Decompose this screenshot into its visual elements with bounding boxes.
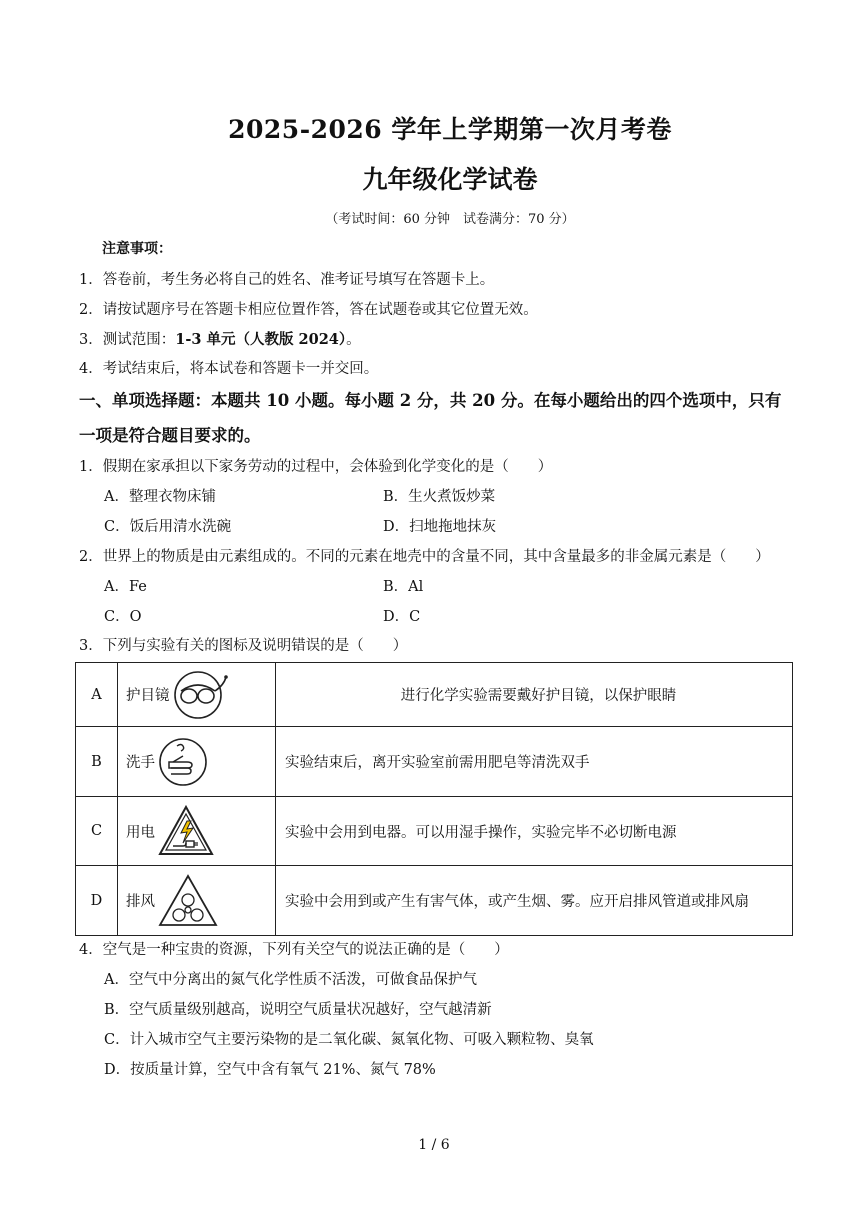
row-description: 实验结束后，离开实验室前需用肥皂等清洗双手 xyxy=(276,727,793,797)
row-label: 用电 xyxy=(126,824,155,841)
page-number: 1 / 6 xyxy=(418,1137,450,1153)
question-4-option-d: D．按质量计算，空气中含有氧气 21%、氮气 78% xyxy=(104,1062,436,1078)
row-letter: D xyxy=(76,866,118,936)
table-row xyxy=(76,727,793,797)
row-description: 实验中会用到或产生有害气体，或产生烟、雾。应开启排风管道或排风扇 xyxy=(276,866,793,936)
section-heading-line1: 一、单项选择题：本题共 10 小题。每小题 2 分，共 20 分。在每小题给出的四个选项中，只有 xyxy=(79,391,782,410)
row-icon-cell xyxy=(118,663,276,727)
question-2-stem: 2．世界上的物质是由元素组成的。不同的元素在地壳中的含量不同，其中含量最多的非金属元素是（ ） xyxy=(79,549,770,565)
question-3-table xyxy=(75,662,793,936)
question-1-option-c: C．饭后用清水洗碗 xyxy=(104,519,232,535)
exam-subtitle: 九年级化学试卷 xyxy=(362,165,538,194)
note-item: 4．考试结束后，将本试卷和答题卡一并交回。 xyxy=(79,361,379,377)
table-row xyxy=(76,866,793,936)
question-4-option-b: B．空气质量级别越高，说明空气质量状况越好，空气越清新 xyxy=(104,1002,492,1018)
table-row xyxy=(76,663,793,727)
question-1-stem: 1．假期在家承担以下家务劳动的过程中，会体验到化学变化的是（ ） xyxy=(79,459,553,475)
table-row xyxy=(76,797,793,866)
hand-wash-icon xyxy=(157,736,209,788)
row-label: 排风 xyxy=(126,894,155,910)
notes-heading: 注意事项： xyxy=(102,241,172,257)
section-heading-line2: 一项是符合题目要求的。 xyxy=(79,426,261,445)
question-1-option-d: D．扫地拖地抹灰 xyxy=(383,519,497,535)
note-item: 2．请按试题序号在答题卡相应位置作答，答在试题卷或其它位置无效。 xyxy=(79,302,538,318)
question-2-option-a: A．Fe xyxy=(104,579,147,595)
question-2-option-b: B．Al xyxy=(383,579,424,595)
row-icon-cell xyxy=(118,797,276,866)
question-4-stem: 4．空气是一种宝贵的资源，下列有关空气的说法正确的是（ ） xyxy=(79,942,509,958)
question-4-option-a: A．空气中分离出的氮气化学性质不活泼，可做食品保护气 xyxy=(104,972,477,988)
note-item: 1．答卷前，考生务必将自己的姓名、准考证号填写在答题卡上。 xyxy=(79,272,495,288)
row-letter: A xyxy=(76,663,118,727)
row-letter: B xyxy=(76,727,118,797)
exhaust-fan-icon xyxy=(157,873,219,929)
row-letter: C xyxy=(76,797,118,866)
goggles-icon xyxy=(172,669,228,721)
exam-info: （考试时间：60 分钟 试卷满分：70 分） xyxy=(325,212,575,227)
row-description: 进行化学实验需要戴好护目镜，以保护眼睛 xyxy=(276,663,793,727)
row-label: 洗手 xyxy=(126,755,155,771)
note-scope-bold: 1-3 单元（人教版 2024） xyxy=(175,331,347,348)
note-scope-prefix: 3．测试范围： xyxy=(79,332,176,348)
row-icon-cell xyxy=(118,866,276,936)
electric-hazard-icon xyxy=(157,804,215,858)
note-item xyxy=(79,328,361,349)
question-2-option-d: D．C xyxy=(383,609,421,625)
note-scope-end: 。 xyxy=(346,332,361,348)
question-4-option-c: C．计入城市空气主要污染物的是二氧化碳、氮氧化物、可吸入颗粒物、臭氧 xyxy=(104,1032,594,1048)
question-1-option-b: B．生火煮饭炒菜 xyxy=(383,489,496,505)
question-1-option-a: A．整理衣物床铺 xyxy=(104,489,216,505)
question-2-option-c: C．O xyxy=(104,609,142,625)
row-description: 实验中会用到电器。可以用湿手操作，实验完毕不必切断电源 xyxy=(276,797,793,866)
row-icon-cell xyxy=(118,727,276,797)
exam-title: 2025-2026 学年上学期第一次月考卷 xyxy=(228,115,672,144)
row-label: 护目镜 xyxy=(126,688,170,704)
question-3-stem: 3．下列与实验有关的图标及说明错误的是（ ） xyxy=(79,638,408,654)
